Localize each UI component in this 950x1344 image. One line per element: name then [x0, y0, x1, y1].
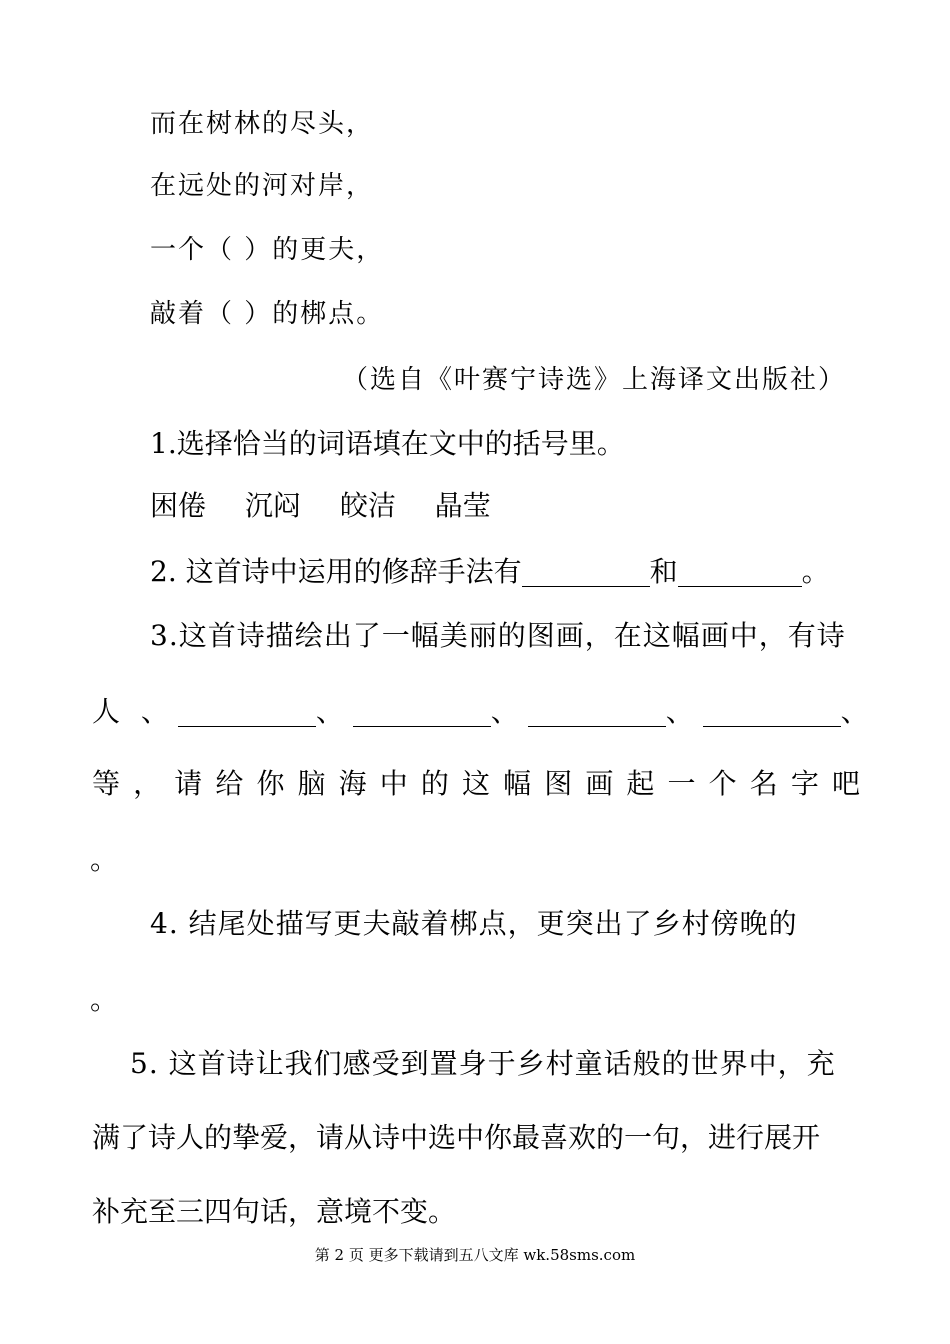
separator: 、	[490, 695, 519, 728]
separator: 、	[840, 695, 869, 728]
answer-blank[interactable]	[178, 696, 316, 727]
char: 脑	[297, 767, 326, 800]
question-2	[150, 552, 830, 592]
question-2-middle: 和	[649, 555, 678, 588]
page-footer: 第 2 页 更多下载请到五八文库 wk.58sms.com	[314, 1246, 636, 1264]
char: 名	[749, 767, 778, 800]
question-5-line-2: 满了诗人的挚爱，请从诗中选中你最喜欢的一句，进行展开	[92, 1121, 821, 1154]
char: 吧	[831, 767, 860, 800]
answer-blank[interactable]	[353, 696, 491, 727]
option-word: 晶莹	[434, 489, 491, 522]
question-3-line-3	[92, 764, 860, 804]
poem-line-2: 在远处的河对岸，	[150, 171, 375, 201]
char: 中	[379, 767, 408, 800]
question-2-prefix: 2. 这首诗中运用的修辞手法有	[150, 555, 522, 588]
question-3-line-2	[92, 692, 869, 732]
char: 海	[338, 767, 367, 800]
char: 给	[215, 767, 244, 800]
answer-blank[interactable]	[522, 556, 650, 587]
question-3-word: 人	[92, 695, 121, 728]
question-2-suffix: 。	[801, 555, 830, 588]
question-3-end: 。	[90, 843, 119, 876]
answer-blank[interactable]	[678, 556, 802, 587]
question-5-line-1: 5. 这首诗让我们感受到置身于乡村童话般的世界中，充	[130, 1047, 836, 1080]
question-4-end: 。	[90, 983, 119, 1016]
question-1: 1.选择恰当的词语填在文中的括号里。	[150, 427, 625, 460]
char: 请	[174, 767, 203, 800]
separator: 、	[140, 695, 169, 728]
option-word: 皎洁	[339, 489, 396, 522]
char: 幅	[503, 767, 532, 800]
char: 你	[256, 767, 285, 800]
answer-blank[interactable]	[703, 696, 841, 727]
question-1-options	[150, 486, 491, 526]
char: 等	[92, 767, 121, 800]
char: ，	[133, 767, 162, 800]
char: 字	[790, 767, 819, 800]
separator: 、	[315, 695, 344, 728]
char: 画	[585, 767, 614, 800]
answer-blank[interactable]	[528, 696, 666, 727]
poem-line-3: 一个（ ）的更夫，	[150, 235, 385, 265]
option-word: 沉闷	[244, 489, 301, 522]
poem-source: （选自《叶赛宁诗选》上海译文出版社）	[341, 365, 846, 395]
poem-line-4: 敲着（ ）的梆点。	[150, 299, 385, 329]
char: 起	[626, 767, 655, 800]
char: 的	[420, 767, 449, 800]
char: 一	[667, 767, 696, 800]
option-word: 困倦	[150, 489, 207, 522]
question-4: 4. 结尾处描写更夫敲着梆点，更突出了乡村傍晚的	[150, 907, 798, 940]
question-5-line-3: 补充至三四句话，意境不变。	[92, 1195, 457, 1228]
question-3-line-1: 3.这首诗描绘出了一幅美丽的图画，在这幅画中，有诗	[150, 619, 846, 652]
char: 图	[544, 767, 573, 800]
poem-line-1: 而在树林的尽头，	[150, 109, 375, 139]
char: 个	[708, 767, 737, 800]
char: 这	[461, 767, 490, 800]
separator: 、	[665, 695, 694, 728]
